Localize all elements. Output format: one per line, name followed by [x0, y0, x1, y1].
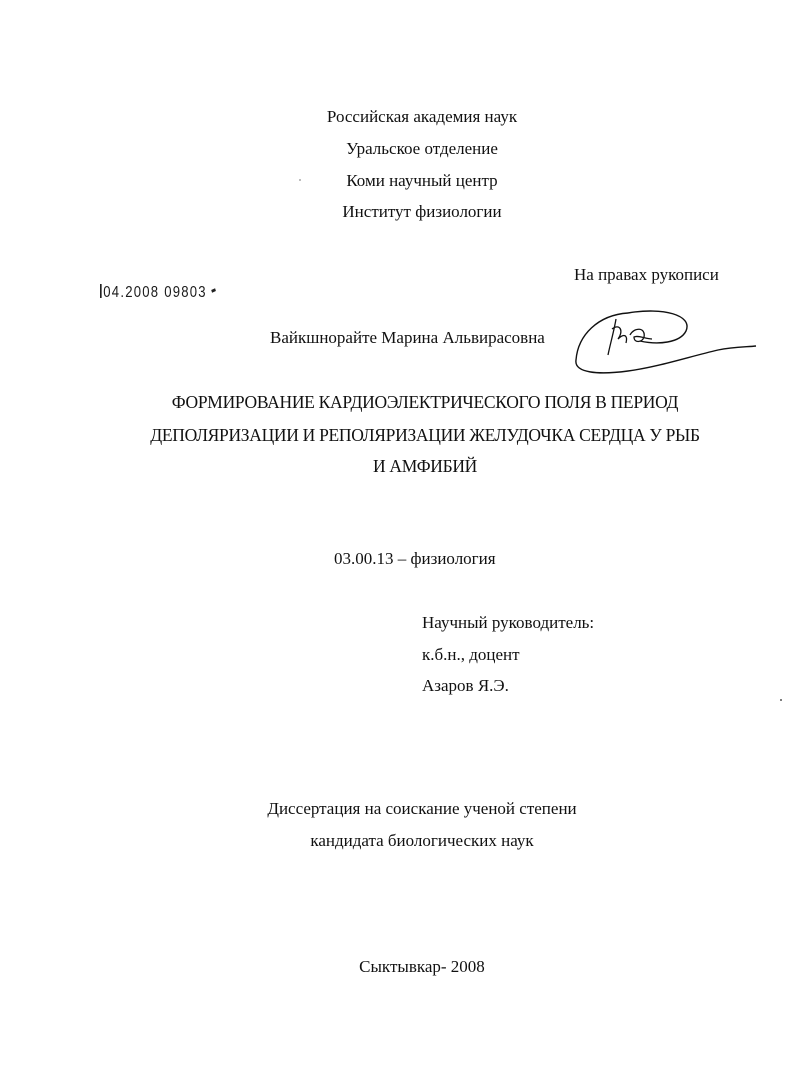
signature-icon [568, 305, 758, 385]
supervisor-degree: к.б.н., доцент [422, 645, 520, 664]
degree-statement-line-1: Диссертация на соискание ученой степени [267, 799, 577, 818]
org-line-academy: Российская академия наук [326, 107, 518, 126]
stamp-number: 04.2008 09803 [100, 284, 216, 302]
org-line-center: Коми научный центр [346, 171, 498, 190]
manuscript-note: На правах рукописи [574, 265, 719, 284]
stamp-mark [211, 288, 216, 293]
degree-statement-line-2: кандидата биологических наук [310, 831, 534, 850]
scan-speck [780, 699, 782, 701]
title-line-2: ДЕПОЛЯРИЗАЦИИ И РЕПОЛЯРИЗАЦИИ ЖЕЛУДОЧКА СЕРДЦА У РЫБ [150, 425, 700, 445]
title-line-3: И АМФИБИЙ [372, 456, 478, 476]
scan-speck [299, 179, 301, 181]
org-line-branch: Уральское отделение [346, 139, 498, 158]
author-name: Вайкшнорайте Марина Альвирасовна [270, 328, 545, 347]
title-line-1: ФОРМИРОВАНИЕ КАРДИОЭЛЕКТРИЧЕСКОГО ПОЛЯ В ПЕРИОД [171, 392, 679, 412]
org-line-institute: Институт физиологии [342, 202, 502, 221]
place-year: Сыктывкар- 2008 [359, 957, 485, 976]
supervisor-label: Научный руководитель: [422, 613, 595, 632]
stamp-bar [100, 284, 102, 298]
specialty-code: 03.00.13 – физиология [334, 549, 496, 568]
supervisor-name: Азаров Я.Э. [422, 676, 509, 695]
